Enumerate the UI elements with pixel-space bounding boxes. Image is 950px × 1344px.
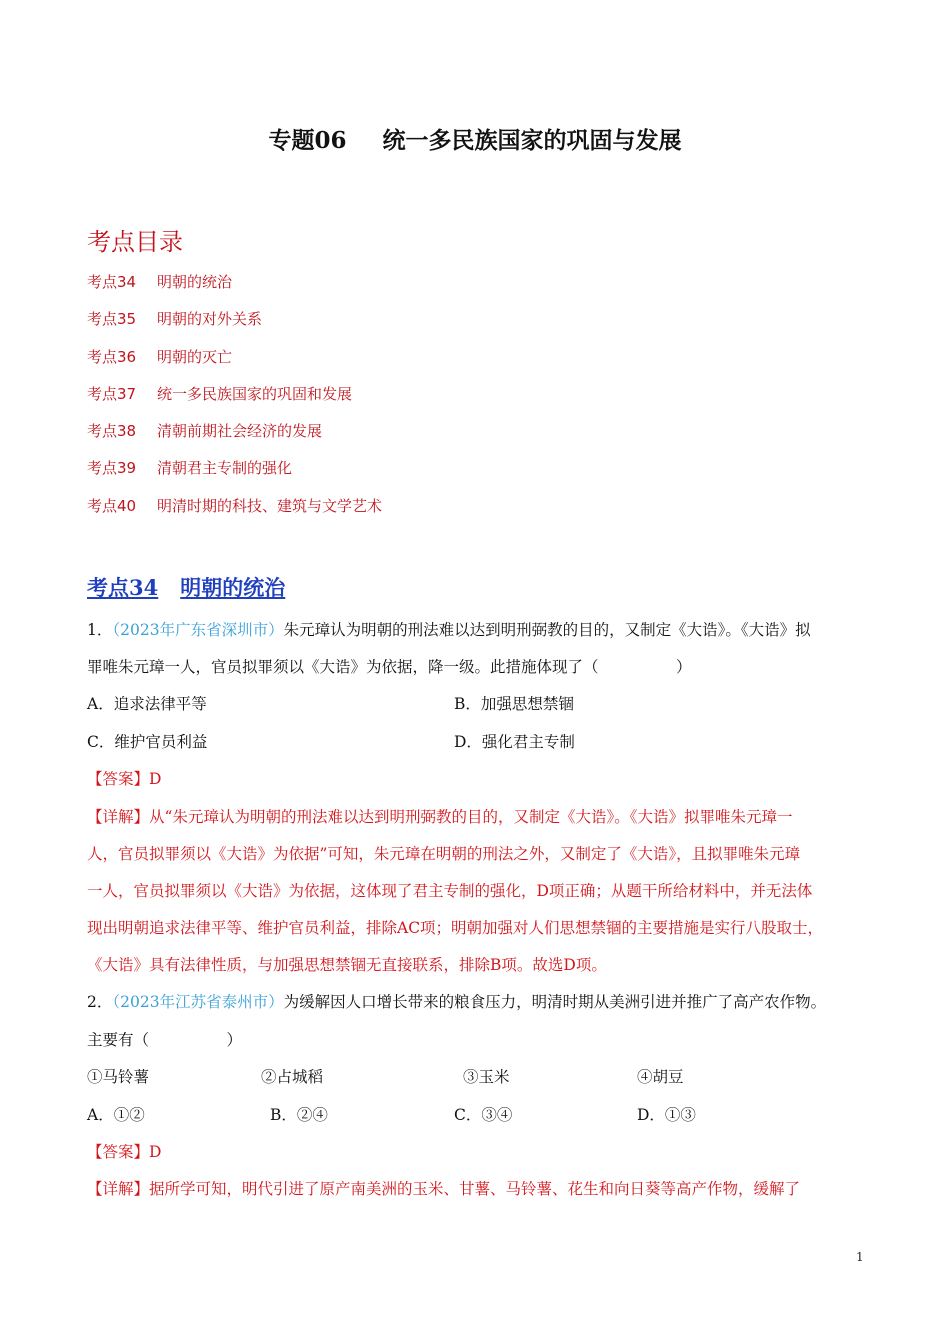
q1-detail-line3: 一人，官员拟罪须以《大诰》为依据，这体现了君主专制的强化，D项正确；从题干所给材料中，并无法体 [87, 882, 813, 900]
q1-option-b: B．加强思想禁锢 [454, 695, 574, 713]
section-label: 明朝的统治 [180, 575, 286, 600]
q1-detail-line1 [87, 806, 867, 828]
q1-answer-tag: 【答案】 [87, 770, 150, 788]
toc-item-label: 明清时期的科技、建筑与文学艺术 [157, 496, 383, 515]
q2-text1: 为缓解因人口增长带来的粮食压力，明清时期从美洲引进并推广了高产农作物。 [283, 993, 827, 1011]
toc-item[interactable] [87, 494, 382, 531]
toc-heading: 考点目录 [87, 228, 183, 256]
q2-stem-line1 [87, 991, 867, 1013]
toc-item[interactable] [87, 345, 382, 382]
q1-number: 1． [87, 621, 113, 639]
q2-answer-tag: 【答案】 [87, 1143, 150, 1161]
toc-item-label: 明朝的统治 [157, 273, 233, 291]
section-num: 考点34 [87, 575, 159, 600]
q2-item-4: ④胡豆 [637, 1068, 684, 1086]
q2-source: （2023年江苏省泰州市） [112, 993, 284, 1011]
q2-item-2: ②占城稻 [261, 1068, 324, 1086]
toc-item[interactable] [87, 419, 382, 456]
toc-item-label: 清朝君主专制的强化 [157, 459, 293, 478]
toc-item[interactable] [87, 456, 382, 493]
q2-answer [87, 1141, 867, 1163]
q2-item-1: ①马铃薯 [87, 1068, 150, 1086]
q1-option-a: A．追求法律平等 [87, 695, 207, 713]
toc-item-label: 清朝前期社会经济的发展 [157, 422, 323, 441]
q1-answer [87, 768, 867, 790]
page-number: 1 [856, 1250, 864, 1264]
section-heading[interactable] [87, 572, 285, 602]
q2-option-c: C．③④ [454, 1106, 513, 1124]
title-part1: 专题06 [268, 127, 347, 154]
toc-item-num: 考点35 [87, 310, 137, 329]
toc-item-label: 明朝的对外关系 [157, 310, 263, 329]
q2-answer-value: D [149, 1143, 162, 1161]
q1-option-d: D．强化君主专制 [454, 733, 575, 751]
toc-item-num: 考点36 [87, 347, 137, 366]
toc-item-num: 考点37 [87, 384, 137, 403]
title-part2: 统一多民族国家的巩固与发展 [382, 127, 682, 154]
q2-option-a: A．①② [87, 1106, 145, 1124]
q2-detail-tag: 【详解】 [87, 1180, 150, 1198]
q1-text1: 朱元璋认为明朝的刑法难以达到明刑弼教的目的，又制定《大诰》。《大诰》拟 [283, 621, 811, 639]
q1-detail-line5: 《大诰》具有法律性质，与加强思想禁锢无直接联系，排除B项。故选D项。 [87, 956, 607, 974]
toc-item[interactable] [87, 270, 382, 307]
toc-item[interactable] [87, 382, 382, 419]
toc-item-num: 考点39 [87, 459, 137, 478]
q2-option-d: D．①③ [637, 1106, 696, 1124]
q2-stem-line2: 主要有（ ） [87, 1031, 243, 1049]
q1-stem-line1 [87, 619, 867, 641]
toc-item-label: 明朝的灭亡 [157, 347, 233, 366]
q1-detail-line4: 现出明朝追求法律平等、维护官员利益，排除AC项；明朝加强对人们思想禁锢的主要措施是实行八股取士， [87, 919, 824, 937]
toc-list [87, 270, 382, 531]
q1-source: （2023年广东省深圳市） [112, 621, 284, 639]
q2-detail-text: 据所学可知，明代引进了原产南美洲的玉米、甘薯、马铃薯、花生和向日葵等高产作物，缓解了 [149, 1180, 801, 1198]
toc-item-label: 统一多民族国家的巩固和发展 [157, 384, 353, 403]
q2-detail-line1 [87, 1178, 867, 1200]
q1-detail-line2: 人，官员拟罪须以《大诰》为依据”可知，朱元璋在明朝的刑法之外，又制定了《大诰》，且拟罪唯朱元璋 [87, 845, 801, 863]
q2-number: 2． [87, 993, 113, 1011]
q1-stem-line2: 罪唯朱元璋一人，官员拟罪须以《大诰》为依据，降一级。此措施体现了（ ） [87, 658, 692, 676]
page-title [0, 122, 950, 155]
q1-detail-tag: 【详解】 [87, 808, 150, 826]
q1-option-c: C．维护官员利益 [87, 733, 208, 751]
toc-item-num: 考点38 [87, 422, 137, 441]
q1-detail-text: 从“朱元璋认为明朝的刑法难以达到明刑弼教的目的，又制定《大诰》。《大诰》拟罪唯朱元璋一 [149, 808, 793, 826]
q2-option-b: B．②④ [270, 1106, 328, 1124]
q2-item-3: ③玉米 [463, 1068, 510, 1086]
q1-answer-value: D [149, 770, 162, 788]
toc-item-num: 考点34 [87, 273, 137, 291]
toc-item-num: 考点40 [87, 496, 137, 515]
toc-item[interactable] [87, 307, 382, 344]
